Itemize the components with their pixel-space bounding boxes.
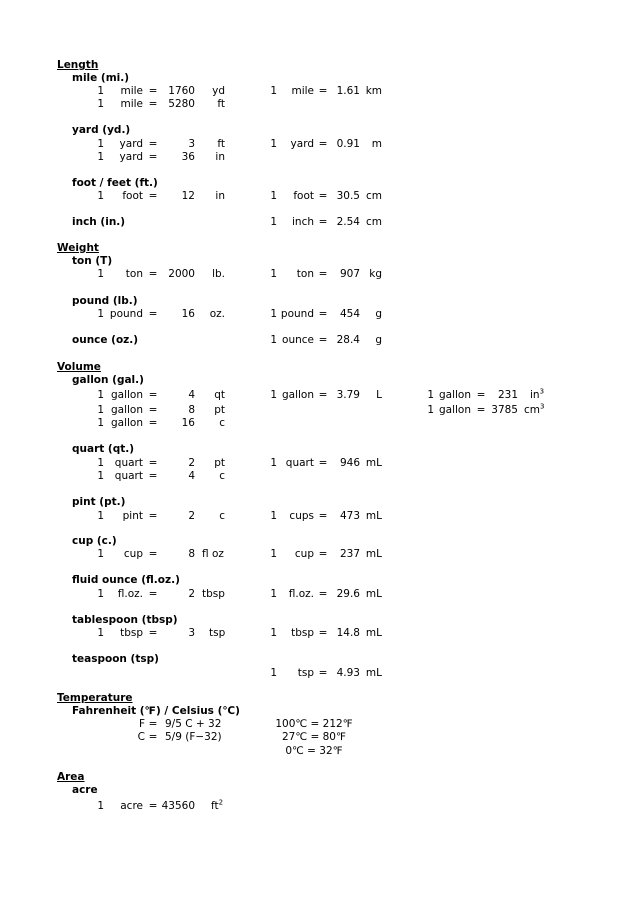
temp-example-27: 27℃ = 80℉ [282,731,346,743]
subheading-cup: cup (c.) [72,535,117,547]
subheading-yard: yard (yd.) [72,124,131,136]
subheading-foot: foot / feet (ft.) [72,177,158,189]
subheading-gallon: gallon (gal.) [72,374,144,386]
subheading-ton: ton (T) [72,255,113,267]
subheading-pint: pint (pt.) [72,496,126,508]
section-volume-heading: Volume [57,361,101,373]
subheading-ounce: ounce (oz.) [72,334,139,346]
temp-example-100: 100℃ = 212℉ [275,718,353,730]
temp-example-0: 0℃ = 32℉ [285,745,343,757]
subheading-inch: inch (in.) [72,216,126,228]
section-area-heading: Area [57,771,85,783]
section-temperature-heading: Temperature [57,692,133,704]
subheading-fluid-ounce: fluid ounce (fl.oz.) [72,574,180,586]
subheading-pound: pound (lb.) [72,295,138,307]
subheading-acre: acre [72,784,98,796]
section-weight-heading: Weight [57,242,99,254]
subheading-quart: quart (qt.) [72,443,135,455]
subheading-teaspoon: teaspoon (tsp) [72,653,159,665]
conversion-sheet: Length mile (mi.) 1 mile = 1760 yd 1 mile = 5280 ft 1 mile = 1.61 km yard (yd.) 1 yard = 3 ft 1 yard = 36 in 1 yard = 0.91 m foot / feet (ft.) 1 foot = 12 in 1 foot = 30.5 cm inch (in.) 1 inch = 2.54 cm Weight ton (T) 1 ton = 2000 lb. 1 ton = 907 kg pound (lb.) 1 pound = 16 oz. 1 pound = 454 g ounce (oz.) 1 ounce = 28.4 g Volume gallon (gal.) 1 gallon = 4 qt 1 gallon = 8 pt 1 gallon = 16 c 1 gallon = 3.79 L 1 gallon = 231 $in^3$ 1 gallon = 3785 $cm^3$ quart (qt.) 1 quart = 2 pt 1 quart = 4 c 1 quart = 946 mL pint (pt.) 1 pint = 2 c 1 cups = 473 mL cup (c.) 1 cup = 8 fl oz 1 cup = 237 mL fluid ounce (fl.oz.) 1 fl.oz. = 2 tbsp 1 fl.oz. = 29.6 mL tablespoon (tbsp) 1 tbsp = 3 tsp 1 tbsp = 14.8 mL teaspoon (tsp) 1 tsp = 4.93 mL Temperature Fahrenheit (℉) / Celsius (℃) F = 9/5 C + 32 C = 5/9 (F−32) 100℃ = 212℉ 27℃ = 80℉ 0℃ = 32℉ Area acre 1 acre = 43560 $ft^2$ [57,59,545,812]
section-length-heading: Length [57,59,99,71]
subheading-mile: mile (mi.) [72,72,130,84]
subheading-fahrenheit-celsius: Fahrenheit (℉) / Celsius (℃) [72,705,240,717]
subheading-tablespoon: tablespoon (tbsp) [72,614,178,626]
